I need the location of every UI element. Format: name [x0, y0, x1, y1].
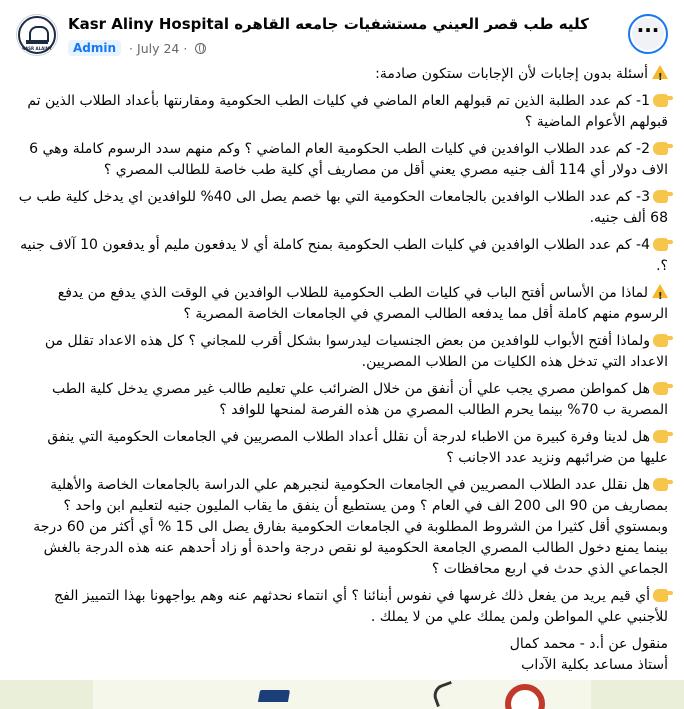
paragraph-text: أسئلة بدون إجابات لأن الإجابات ستكون صادمة:: [375, 66, 648, 82]
paragraph-text: 3- كم عدد الطلاب الوافدين بالجامعات الحكومية التي بها خصم يصل الى 40% للوافدين اي يدخل كلية طب ب 68 ألف جنيه.: [18, 189, 668, 226]
pointing-hand-icon: [653, 478, 668, 491]
admin-badge: Admin: [68, 40, 121, 56]
pointing-hand-icon: [653, 589, 668, 602]
calligraphy-mark-icon: [430, 681, 458, 707]
avatar-logo-text: KASR ALAINY: [21, 46, 53, 51]
more-options-button[interactable]: [628, 14, 668, 54]
pointing-hand-icon: [653, 142, 668, 155]
paragraph-text: لماذا من الأساس أفتح الباب في كليات الطب الحكومية للطلاب الوافدين في الوقت الذي يدفع من يدفع الرسوم منهم كاملة أقل مما يدفعه الطالب المصري في الجامعات الخاصة المصرية ؟: [57, 285, 668, 322]
post-body: [16, 64, 668, 676]
paragraph-text: ولماذا أفتح الأبواب للوافدين من بعض الجنسيات ليدرسوا بشكل أقرب للمجاني ؟ كل هذه الاعداد تقلل من الاعداد التي تدخل هذه الكليات من الطلاب المصريين.: [44, 333, 668, 370]
post-image-preview[interactable]: [0, 680, 684, 709]
post-header: [16, 12, 668, 62]
post-paragraph-9: [16, 475, 668, 580]
post-paragraph-intro: [16, 64, 668, 85]
post-date-link[interactable]: July 24: [137, 40, 180, 56]
pointing-hand-icon: [653, 334, 668, 347]
post-paragraph-10: [16, 586, 668, 628]
more-horizontal-icon: ···: [636, 18, 660, 42]
pointing-hand-icon: [653, 382, 668, 395]
paragraph-text: هل كمواطن مصري يجب علي أن أنفق من خلال الضرائب علي تعليم طالب غير مصري يدخل كلية الطب المصرية ب 70% بينما يحرم الطالب المصري من هذه الفرصة لمنحها للوافد ؟: [51, 381, 668, 418]
pointing-hand-icon: [653, 430, 668, 443]
post-paragraph-6: [16, 331, 668, 373]
post-paragraph-q2: [16, 139, 668, 181]
graduation-cap-icon: [258, 690, 290, 702]
pointing-hand-icon: [653, 190, 668, 203]
paragraph-text: أي قيم يريد من يفعل ذلك غرسها في نفوس أبنائنا ؟ أي انتماء نحدثهم عنه وهم يواجهونا بهذا التمييز الفج للأجنبي علي المواطن ولمن يملك علي من لا يملك .: [54, 588, 668, 625]
post-credit-line-1: منقول عن أ.د - محمد كمال: [509, 636, 668, 652]
post-paragraph-q3: [16, 187, 668, 229]
warning-icon: [652, 284, 668, 298]
post-paragraph-7: [16, 379, 668, 421]
post-paragraph-q4: [16, 235, 668, 277]
page-avatar[interactable]: [16, 14, 58, 56]
paragraph-text: هل لدينا وفرة كبيرة من الاطباء لدرجة أن نقلل أعداد الطلاب المصريين في الجامعات الحكومية التي ينفق عليها من ضرائبهم ونزيد عدد الاجانب ؟: [47, 429, 668, 466]
paragraph-text: 1- كم عدد الطلبة الذين تم قبولهم العام الماضي في كليات الطب الحكومية ومقارنتها بأعداد الطلاب الذين تم قبولهم الأعوام الماضية ؟: [27, 93, 668, 130]
post-paragraph-5: [16, 283, 668, 325]
pointing-hand-icon: [653, 238, 668, 251]
paragraph-text: 4- كم عدد الطلاب الوافدين في كليات الطب الحكومية بمنح كاملة أي لا يدفعون مليم أو يدفعون 10 آلاف جنيه ؟.: [20, 237, 668, 274]
post-meta: [68, 39, 206, 57]
warning-icon: [652, 65, 668, 79]
pointing-hand-icon: [653, 94, 668, 107]
paragraph-text: 2- كم عدد الطلاب الوافدين في كليات الطب الحكومية العام الماضي ؟ وكم منهم سدد الرسوم كاملة وهي 6 الاف دولار أي 114 ألف جنيه مصري يعني أقل من مصاريف أي كلية طب خاصة للطالب المصري ؟: [29, 141, 668, 178]
post-paragraph-q1: [16, 91, 668, 133]
paragraph-text: هل نقلل عدد الطلاب المصريين في الجامعات الحكومية لنجبرهم علي الدراسة بالجامعات الخاصة والأهلية بمصاريف من 90 الى 200 الف في العام ؟ ومن يستطيع أن ينفق ما يقاب المليون جنيه لتعليم ابن واحد ؟ وبمستوي أقل كثيرا من الشروط المطلوبة في الجامعات الحكومية بفارق يصل الى 15 % أي أكثر من 60 درجة بينما يمنع دخول الطالب المصري الجامعة الحكومية لو نقص درجة واحدة أو زاد أحدهم عنه هذه الدرجة بالغش الجماعي الذي حدث في اربع محافظات ؟: [33, 477, 668, 577]
post-credit-line-2: أستاذ مساعد بكلية الآداب: [521, 657, 668, 673]
post-paragraph-8: [16, 427, 668, 469]
meta-separator: ·: [129, 40, 134, 56]
globe-icon[interactable]: [195, 43, 206, 54]
page-name-link[interactable]: Kasr Aliny Hospital كليه طب قصر العيني مستشفيات جامعه القاهره: [68, 15, 589, 33]
meta-separator-2: ·: [183, 40, 188, 56]
